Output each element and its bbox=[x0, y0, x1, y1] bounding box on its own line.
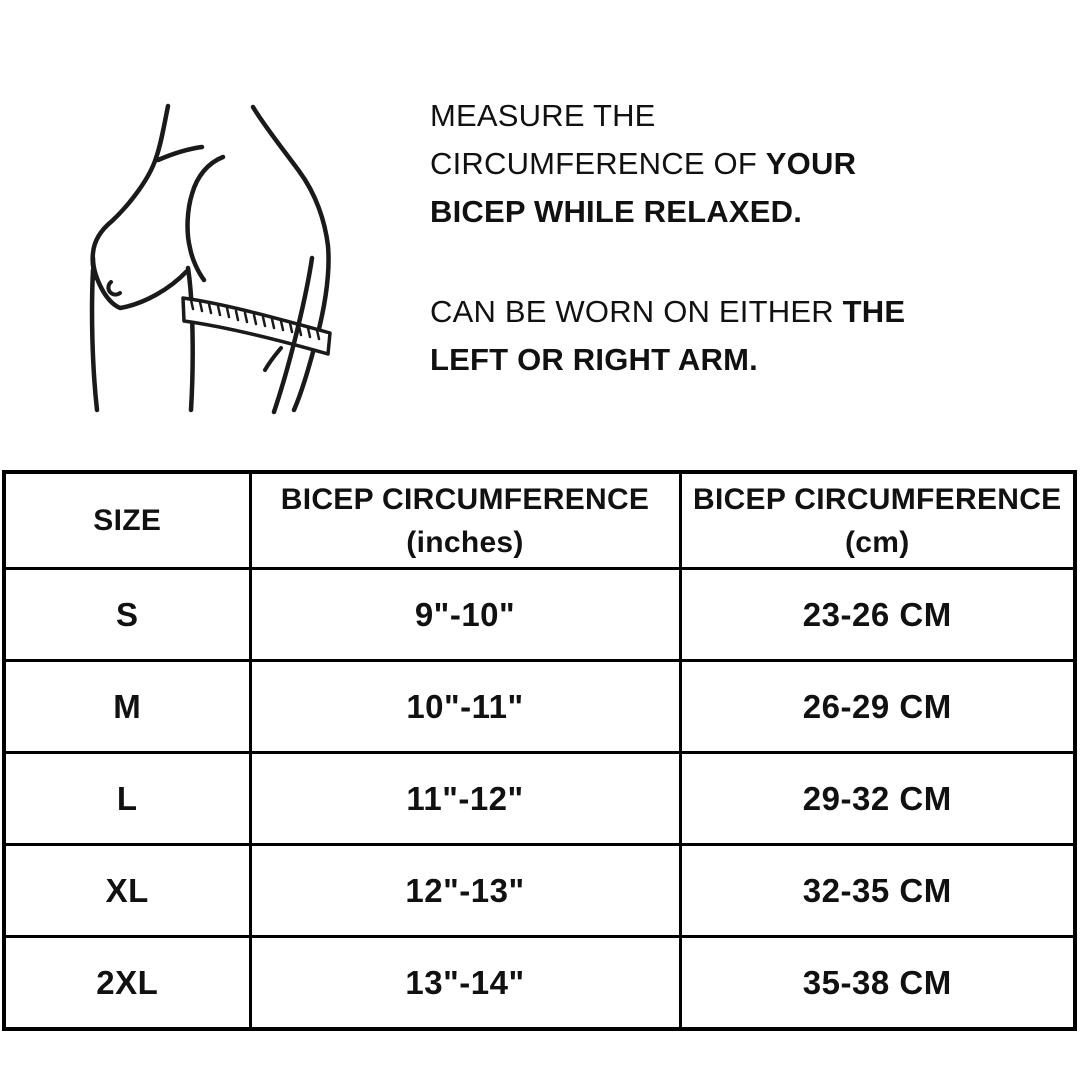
size-column-header bbox=[4, 472, 250, 569]
inches-cell: 13"-14" bbox=[250, 937, 680, 1030]
column-title: BICEP CIRCUMFERENCE bbox=[280, 482, 650, 516]
bicep-tape-measure-illustration-icon bbox=[60, 80, 400, 420]
wear-instruction-text bbox=[430, 288, 970, 384]
column-unit: (cm) bbox=[844, 525, 910, 559]
inches-cell: 10"-11" bbox=[250, 661, 680, 753]
measure-text-bold: BICEP WHILE RELAXED. bbox=[430, 194, 803, 229]
column-title: SIZE bbox=[93, 504, 162, 537]
size-cell: XL bbox=[4, 845, 250, 937]
size-chart-table bbox=[2, 470, 1077, 1031]
measure-instruction-line3 bbox=[430, 188, 970, 236]
measure-instruction-text bbox=[430, 92, 970, 236]
table-row bbox=[4, 937, 1075, 1030]
measure-instruction-line1 bbox=[430, 92, 970, 140]
wear-text-bold: LEFT OR RIGHT ARM. bbox=[430, 342, 758, 377]
measure-instruction-line2 bbox=[430, 140, 970, 188]
column-title: BICEP CIRCUMFERENCE bbox=[692, 482, 1062, 516]
wear-text-bold: THE bbox=[842, 294, 906, 329]
size-cell: M bbox=[4, 661, 250, 753]
wear-instruction-line1 bbox=[430, 288, 970, 336]
cm-cell: 26-29 CM bbox=[680, 661, 1075, 753]
size-cell: 2XL bbox=[4, 937, 250, 1030]
table-row bbox=[4, 753, 1075, 845]
table-header-row bbox=[4, 472, 1075, 569]
measure-text-regular: MEASURE THE bbox=[430, 98, 656, 133]
size-cell: L bbox=[4, 753, 250, 845]
column-unit: (inches) bbox=[406, 525, 524, 559]
cm-cell: 32-35 CM bbox=[680, 845, 1075, 937]
cm-cell: 35-38 CM bbox=[680, 937, 1075, 1030]
inches-cell: 11"-12" bbox=[250, 753, 680, 845]
inches-cell: 12"-13" bbox=[250, 845, 680, 937]
tape-measure-band bbox=[183, 298, 330, 354]
cm-column-header bbox=[680, 472, 1075, 569]
table-row bbox=[4, 661, 1075, 753]
wear-instruction-line2 bbox=[430, 336, 970, 384]
cm-cell: 29-32 CM bbox=[680, 753, 1075, 845]
measure-text-bold: YOUR bbox=[765, 146, 857, 181]
measure-text-regular: CIRCUMFERENCE OF bbox=[430, 146, 766, 181]
wear-text-regular: CAN BE WORN ON EITHER bbox=[430, 294, 843, 329]
table-row bbox=[4, 845, 1075, 937]
inches-cell: 9"-10" bbox=[250, 569, 680, 661]
table-row bbox=[4, 569, 1075, 661]
cm-cell: 23-26 CM bbox=[680, 569, 1075, 661]
size-cell: S bbox=[4, 569, 250, 661]
inches-column-header bbox=[250, 472, 680, 569]
